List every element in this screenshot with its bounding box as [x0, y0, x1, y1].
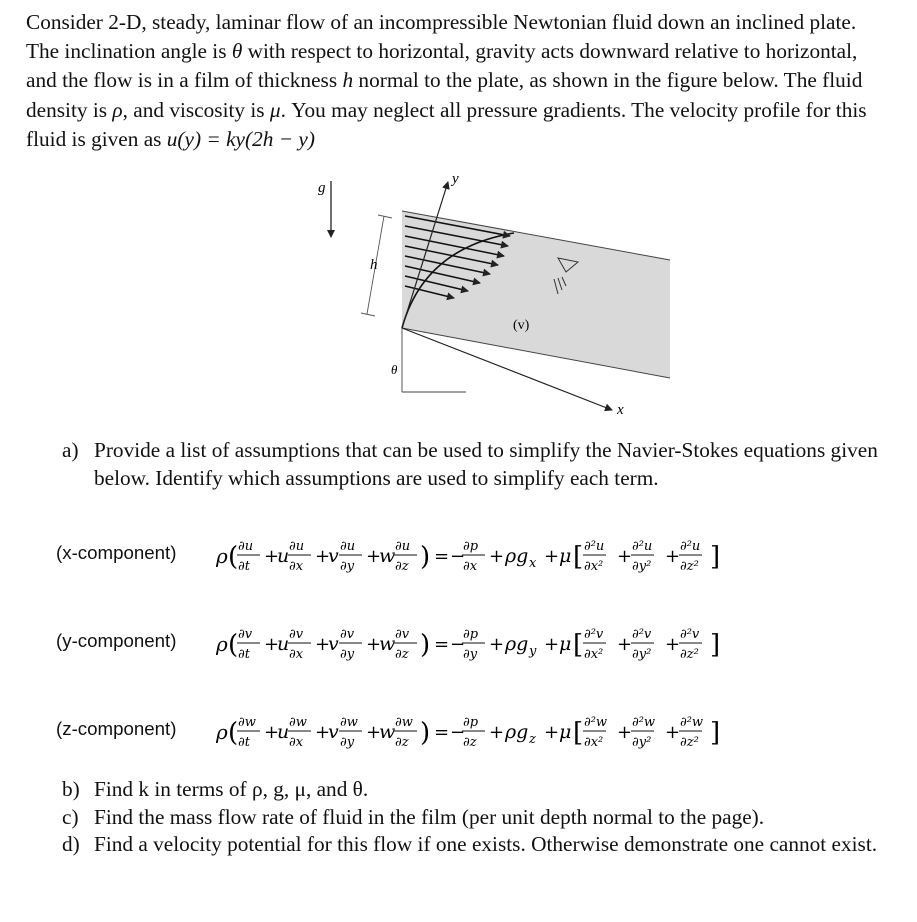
v-label: (v) [513, 318, 530, 333]
pressure-term-denominator: ∂x [463, 559, 478, 574]
equation-row [44, 528, 904, 588]
dx-term-numerator: ∂v [289, 627, 304, 642]
body-force-subscript: y [529, 644, 537, 659]
plus-sign: + [315, 546, 331, 567]
v-coeff: v [328, 545, 339, 567]
intro-text-1: Consider 2-D, steady, laminar flow of an incompressible Newtonian fluid down an inclined plate. The inclination angle is [26, 10, 857, 64]
plus-sign: + [264, 634, 280, 655]
u-coeff: u [277, 633, 290, 655]
question-d-label: d) [62, 832, 80, 856]
d2y-term-numerator: ∂²v [632, 627, 652, 642]
dx-term-denominator: ∂x [289, 559, 304, 574]
u-coeff: u [277, 721, 290, 743]
intro-text-4: , and viscosity is [122, 97, 270, 122]
dx-term-numerator: ∂u [289, 539, 305, 554]
plus-sign: + [315, 722, 331, 743]
d2z-term-denominator: ∂z² [680, 559, 699, 574]
plus-sign: + [489, 546, 505, 567]
dt-term-denominator: ∂t [238, 735, 250, 750]
open-bracket: [ [573, 542, 584, 572]
equation-label: (z-component) [56, 718, 177, 739]
dy-term-numerator: ∂w [340, 715, 358, 730]
mu-symbol: μ [559, 633, 572, 655]
intro-theta: θ [231, 39, 243, 64]
dy-term-numerator: ∂v [340, 627, 355, 642]
plus-sign: + [617, 634, 633, 655]
dx-term-denominator: ∂x [289, 735, 304, 750]
minus-sign: − [450, 722, 466, 743]
mu-symbol: μ [559, 545, 572, 567]
question-b-label: b) [62, 777, 80, 801]
body-force: ρg [505, 545, 529, 567]
dz-term-denominator: ∂z [395, 735, 409, 750]
x-label: x [617, 402, 624, 418]
w-coeff: w [379, 721, 396, 743]
plus-sign: + [665, 546, 681, 567]
close-paren: ) [420, 718, 431, 748]
dz-term-numerator: ∂w [395, 715, 413, 730]
dz-term-numerator: ∂u [395, 539, 411, 554]
d2x-term-numerator: ∂²w [584, 715, 608, 730]
y-label: y [452, 171, 459, 187]
plus-sign: + [366, 634, 382, 655]
velocity-profile: u(y) = ky(2h − y) [166, 126, 315, 151]
problem-statement [26, 8, 891, 154]
equation-label: (y-component) [56, 630, 177, 651]
dy-term-denominator: ∂y [340, 735, 355, 750]
d2y-term-denominator: ∂y² [632, 735, 652, 750]
rho-symbol: ρ [216, 632, 228, 656]
question-b-text: Find k in terms of ρ, g, μ, and θ. [94, 777, 369, 801]
equals-sign: = [434, 722, 450, 743]
intro-text-2: with respect to horizontal, gravity acts downward relative to horizontal, and the flow is in a film of thickness [26, 39, 858, 93]
inclined-plate-figure [0, 160, 917, 422]
dt-term-denominator: ∂t [238, 559, 250, 574]
plus-sign: + [544, 546, 560, 567]
dt-term-numerator: ∂w [238, 715, 256, 730]
equation-math [216, 704, 816, 764]
w-coeff: w [379, 545, 396, 567]
d2y-term-numerator: ∂²u [632, 539, 653, 554]
question-d-text: Find a velocity potential for this flow if one exists. Otherwise demonstrate one cannot exist. [94, 832, 878, 856]
rho-symbol: ρ [216, 720, 228, 744]
question-b [62, 776, 882, 804]
plus-sign: + [544, 722, 560, 743]
dx-term-denominator: ∂x [289, 647, 304, 662]
open-paren: ( [228, 542, 239, 572]
equation-math [216, 528, 816, 588]
dt-term-denominator: ∂t [238, 647, 250, 662]
equation-math [216, 616, 816, 676]
close-bracket: ] [710, 630, 721, 660]
v-coeff: v [328, 721, 339, 743]
open-paren: ( [228, 630, 239, 660]
plus-sign: + [617, 546, 633, 567]
dz-term-denominator: ∂z [395, 559, 409, 574]
plus-sign: + [315, 634, 331, 655]
d2z-term-denominator: ∂z² [680, 735, 699, 750]
close-bracket: ] [710, 718, 721, 748]
question-c-text: Find the mass flow rate of fluid in the film (per unit depth normal to the page). [94, 804, 765, 829]
plus-sign: + [665, 634, 681, 655]
d2x-term-denominator: ∂x² [584, 735, 604, 750]
body-force: ρg [505, 633, 529, 655]
question-a-list [62, 437, 882, 492]
equation-row [44, 616, 904, 676]
dt-term-numerator: ∂u [238, 539, 254, 554]
dx-term-numerator: ∂w [289, 715, 307, 730]
intro-h: h [342, 68, 354, 93]
question-a-text: Provide a list of assumptions that can be used to simplify the Navier-Stokes equations given below. Identify which assumptions are used to simplify each term. [94, 438, 878, 490]
question-a-label: a) [62, 438, 79, 462]
d2z-term-denominator: ∂z² [680, 647, 699, 662]
equals-sign: = [434, 634, 450, 655]
dz-term-denominator: ∂z [395, 647, 409, 662]
close-paren: ) [420, 630, 431, 660]
pressure-term-denominator: ∂z [463, 735, 477, 750]
pressure-term-numerator: ∂p [463, 627, 479, 642]
intro-text-5: . You may neglect all pressure gradients. The velocity profile for this fluid is given as [26, 97, 867, 151]
intro-rho: ρ [112, 97, 123, 122]
intro-mu: μ [269, 97, 281, 122]
d2y-term-numerator: ∂²w [632, 715, 656, 730]
dt-term-numerator: ∂v [238, 627, 253, 642]
pressure-term-numerator: ∂p [463, 715, 479, 730]
d2x-term-denominator: ∂x² [584, 647, 604, 662]
question-list [62, 776, 882, 859]
mu-symbol: μ [559, 721, 572, 743]
d2z-term-numerator: ∂²w [680, 715, 704, 730]
d2x-term-numerator: ∂²v [584, 627, 604, 642]
h-label: h [370, 257, 378, 273]
dz-term-numerator: ∂v [395, 627, 410, 642]
open-paren: ( [228, 718, 239, 748]
plus-sign: + [489, 634, 505, 655]
body-force-subscript: x [529, 556, 537, 571]
plus-sign: + [366, 546, 382, 567]
close-bracket: ] [710, 542, 721, 572]
dy-term-denominator: ∂y [340, 647, 355, 662]
question-c-label: c) [62, 804, 79, 829]
equation-label: (x-component) [56, 542, 177, 563]
d2z-term-numerator: ∂²v [680, 627, 700, 642]
plus-sign: + [544, 634, 560, 655]
d2z-term-numerator: ∂²u [680, 539, 701, 554]
equals-sign: = [434, 546, 450, 567]
d2y-term-denominator: ∂y² [632, 647, 652, 662]
body-force-subscript: z [529, 732, 536, 747]
equation-row [44, 704, 904, 764]
pressure-term-numerator: ∂p [463, 539, 479, 554]
theta-label: θ [391, 362, 398, 377]
d2x-term-denominator: ∂x² [584, 559, 604, 574]
plus-sign: + [665, 722, 681, 743]
pressure-term-denominator: ∂y [463, 647, 478, 662]
question-a [62, 437, 882, 492]
dy-term-numerator: ∂u [340, 539, 356, 554]
question-d [62, 831, 882, 859]
v-coeff: v [328, 633, 339, 655]
rho-symbol: ρ [216, 544, 228, 568]
w-coeff: w [379, 633, 396, 655]
g-label: g [318, 180, 326, 196]
open-bracket: [ [573, 718, 584, 748]
question-c [62, 804, 882, 832]
intro-text-3: normal to the plate, as shown in the figure below. The fluid density is [26, 68, 863, 122]
minus-sign: − [450, 546, 466, 567]
body-force: ρg [505, 721, 529, 743]
close-paren: ) [420, 542, 431, 572]
plus-sign: + [264, 546, 280, 567]
u-coeff: u [277, 545, 290, 567]
plus-sign: + [489, 722, 505, 743]
minus-sign: − [450, 634, 466, 655]
dy-term-denominator: ∂y [340, 559, 355, 574]
open-bracket: [ [573, 630, 584, 660]
d2x-term-numerator: ∂²u [584, 539, 605, 554]
d2y-term-denominator: ∂y² [632, 559, 652, 574]
plus-sign: + [617, 722, 633, 743]
plus-sign: + [366, 722, 382, 743]
plus-sign: + [264, 722, 280, 743]
